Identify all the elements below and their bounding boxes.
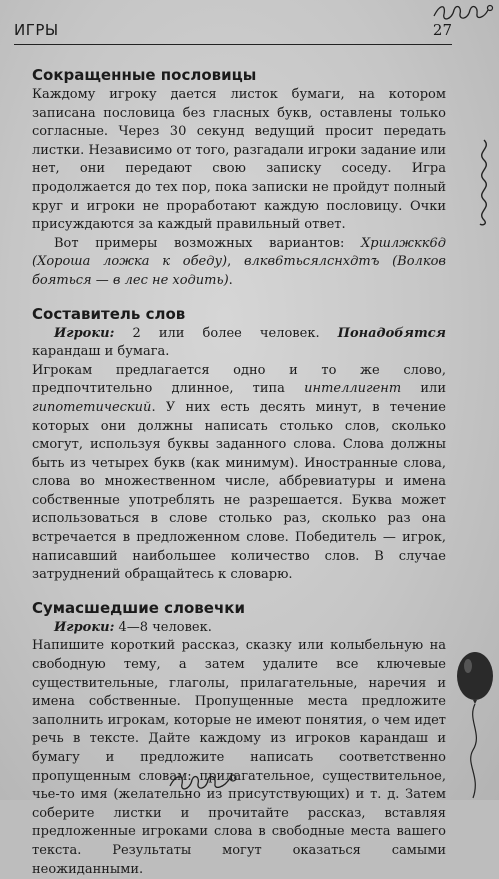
paragraph bbox=[32, 362, 446, 585]
paragraph: Напишите короткий рассказ, сказку или колыбельную на свободную тему, а затем удалите все ключевые существительные, глаголы, прилагательные, наречия и имена собственные. Пропущенные места предложите заполнить игрокам, которые не имеют понятия, о чем идет речь в тексте. Дайте каждому из игроков карандаш и бумагу и предложите написать соответственно пропущенным словам: прилагательное, существительное, чье-то имя (желательно из присутствующих) и т. д. Затем соберите листки и прочитайте рассказ, вставляя предложенные игроками слова в свободные места вашего текста. Результаты могут оказаться самыми неожиданными. bbox=[32, 638, 446, 877]
section-title: ИГРЫ bbox=[14, 21, 59, 39]
needs-value: карандаш и бумага. bbox=[32, 344, 170, 360]
heading-crazy-words: Сумасшедшие словечки bbox=[32, 598, 245, 617]
page-text bbox=[32, 66, 446, 879]
examples-paragraph bbox=[32, 235, 446, 291]
needs-label: Понадобятся bbox=[337, 325, 446, 341]
examples-intro: Вот примеры возможных вариантов: bbox=[54, 235, 362, 251]
example-word: гипотетический bbox=[32, 399, 152, 415]
example-code: влкв6тьсялснхдтъ bbox=[243, 254, 380, 270]
paragraph: Каждому игроку дается листок бумаги, на котором записана пословица без гласных букв, оставлены только согласные. Через 30 секунд ведущий просит передать листки. Независимо от того, разгадали игроки задание или нет, они передают свою записку соседу. Игра продолжается до тех пор, пока записки не пройдут полный круг и игроки не проработают каждую пословицу. Очки присуждаются за каждый правильный ответ. bbox=[32, 87, 446, 233]
players-value: 2 или более человек. bbox=[114, 325, 338, 341]
example-word: интеллигент bbox=[304, 381, 402, 397]
heading-abbreviated-proverbs: Сокращенные пословицы bbox=[32, 66, 257, 84]
balloon-doodle-icon bbox=[453, 650, 497, 800]
players-value: 4—8 человек. bbox=[114, 619, 212, 635]
separator: , bbox=[227, 254, 244, 270]
curly-ribbon-doodle-icon bbox=[472, 138, 496, 228]
example-code: Хршлжкк6д bbox=[361, 235, 446, 251]
heading-word-builder: Составитель слов bbox=[32, 304, 186, 323]
requirements-line bbox=[32, 619, 446, 638]
text-run: . У них есть десять минут, в течение которых они должны написать столько слов, сколько смогут, используя буквы заданного слова. Слова должны быть из четырех букв (как минимум). Иностранные слова, слова во множественном числе, аббревиатуры и имена собственные употреблять не разрешается. Буква может использоваться в слове столько раз, сколько раз она встречается в предложенном слове. Победитель — игрок, написавший наибольшее количество слов. В случае затруднений обращайтесь к словарю. bbox=[32, 399, 446, 583]
requirements-line bbox=[32, 325, 446, 362]
players-label: Игроки: bbox=[54, 619, 115, 635]
page-number: 27 bbox=[432, 21, 452, 39]
separator: . bbox=[228, 272, 233, 288]
header-rule bbox=[14, 44, 452, 45]
running-header bbox=[14, 18, 452, 44]
text-run: или bbox=[401, 381, 446, 397]
text-run: Игрокам предлагается одно и то же слово, предпочтительно длинное, типа bbox=[32, 362, 446, 397]
example-answer: (Волков бояться — в лес не ходить) bbox=[32, 254, 446, 288]
players-label: Игроки: bbox=[54, 325, 115, 341]
swirl-doodle-icon bbox=[432, 2, 494, 24]
example-answer: (Хороша ложка к обеду) bbox=[32, 254, 228, 270]
